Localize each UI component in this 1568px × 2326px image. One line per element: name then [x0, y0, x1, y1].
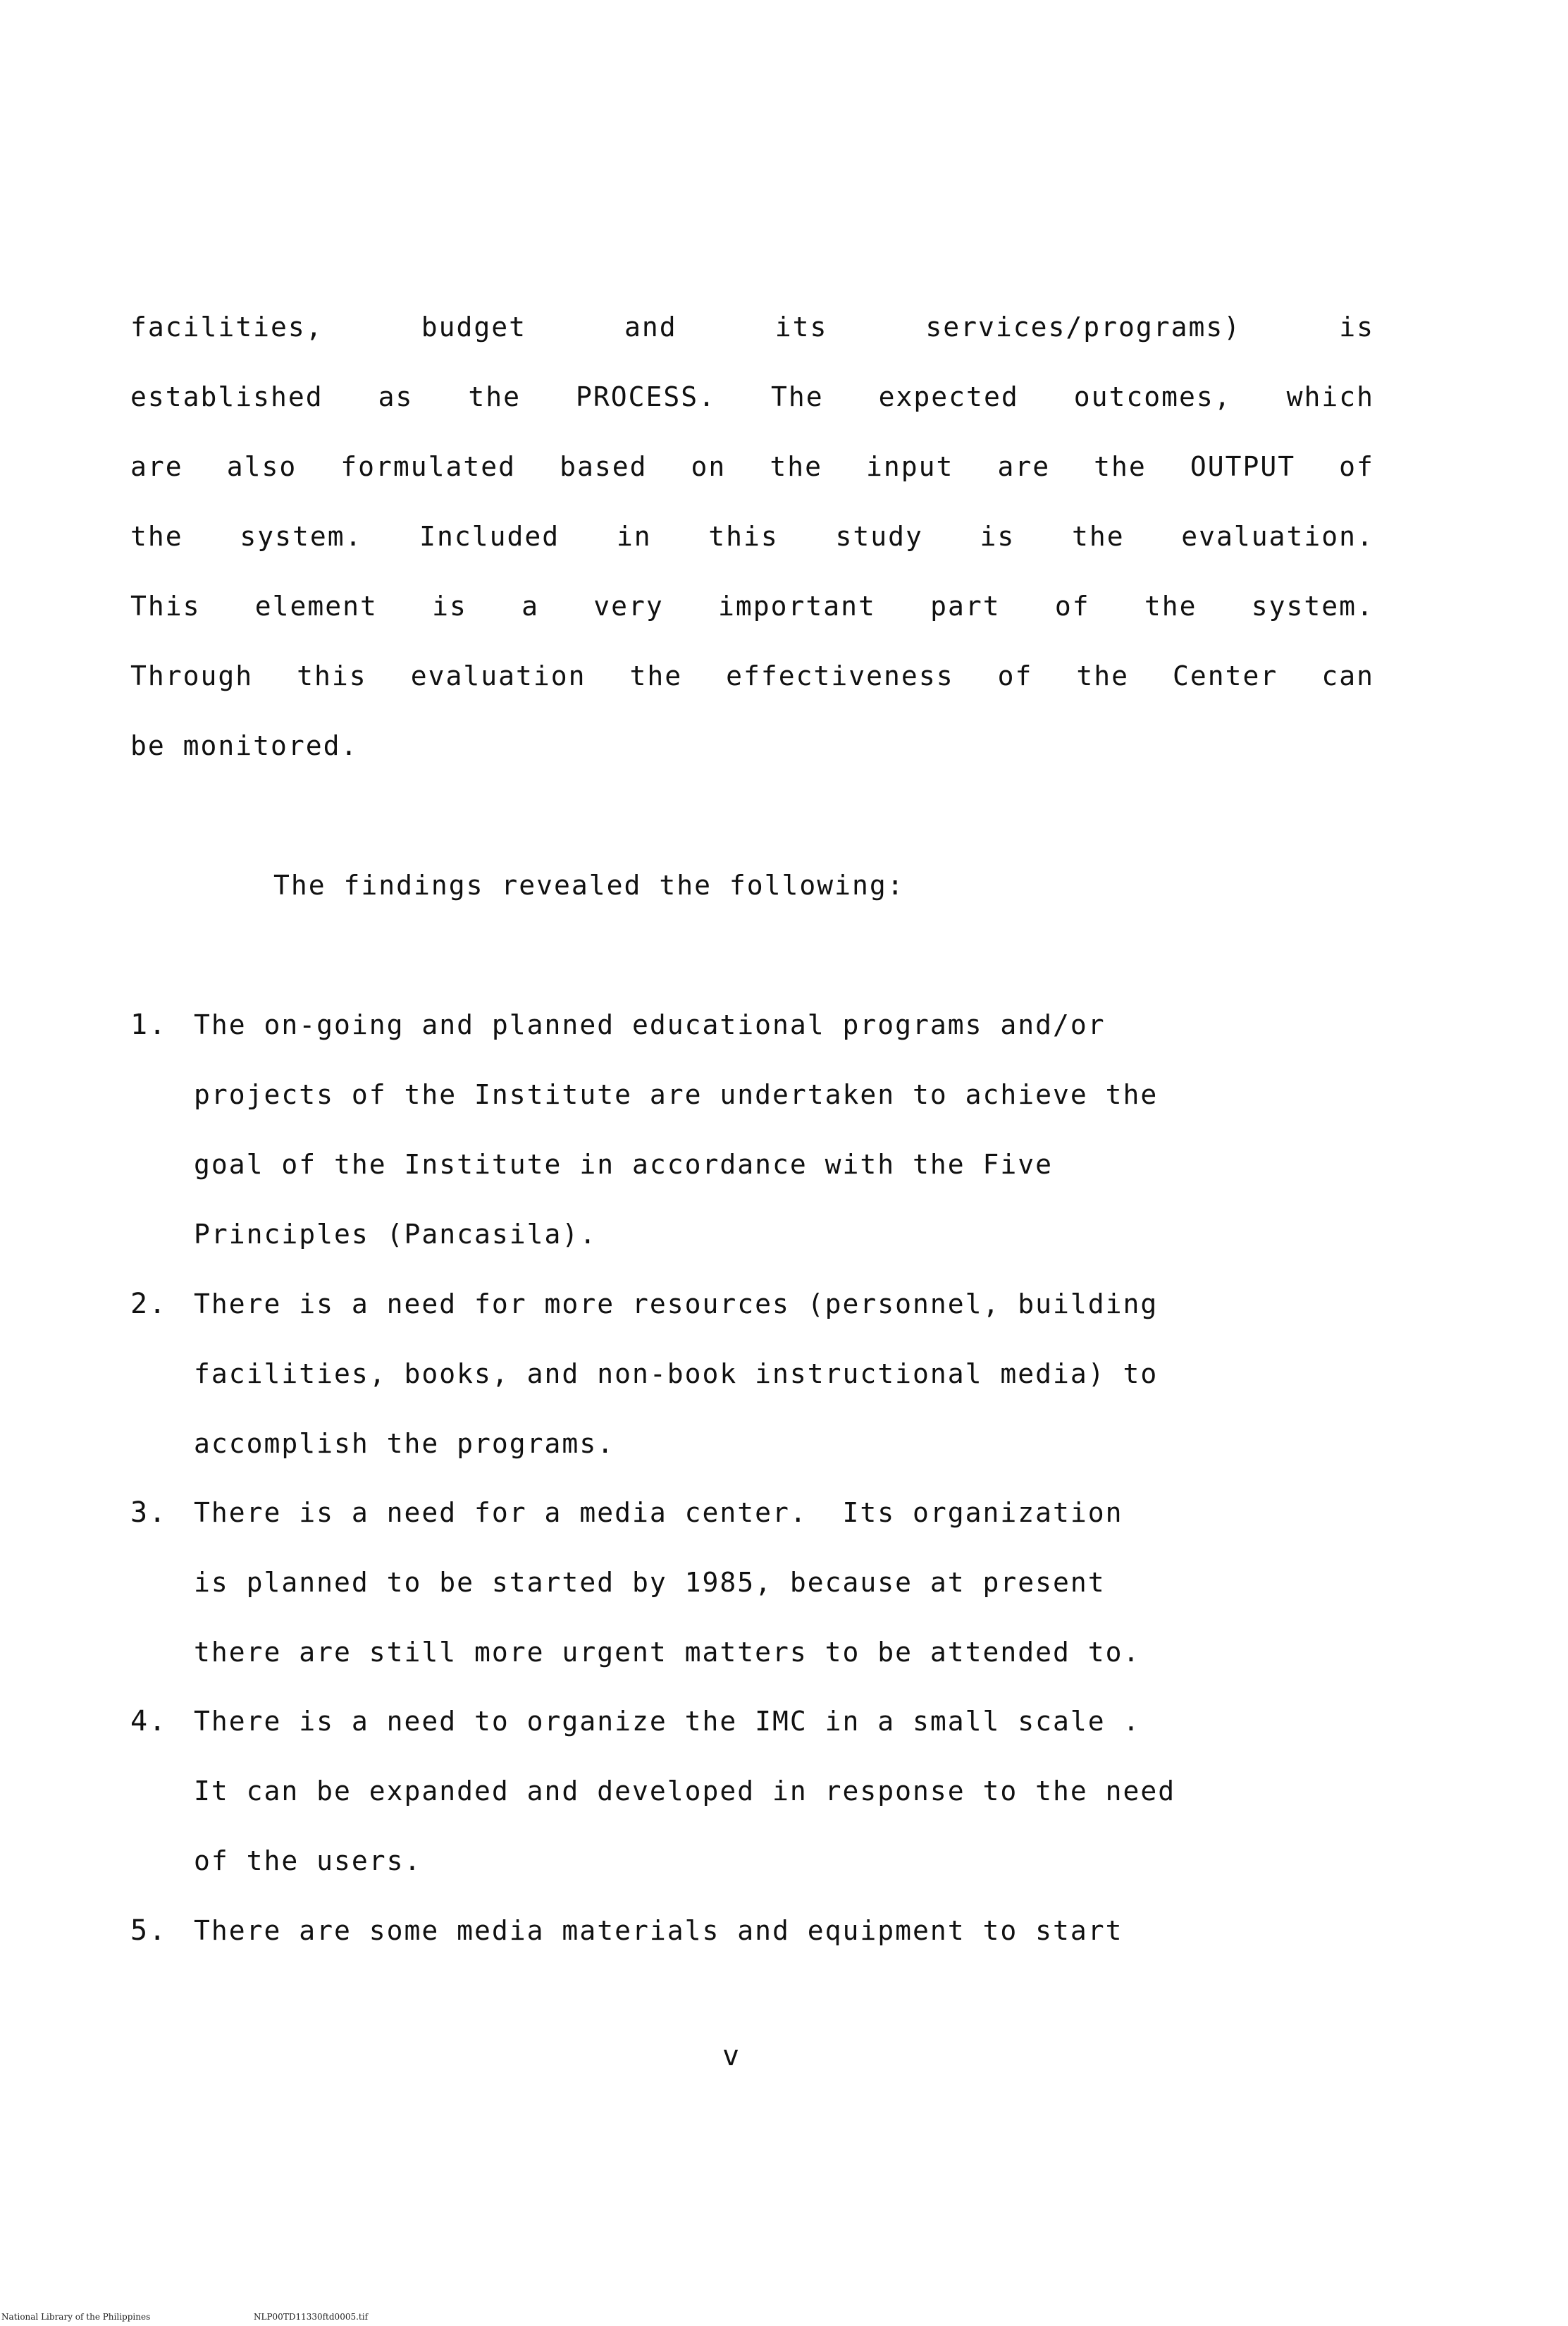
finding-line: goal of the Institute in accordance with the Five — [194, 1149, 1054, 1180]
intro-word: are — [997, 451, 1051, 482]
intro-word: established — [130, 381, 323, 412]
intro-word: effectiveness — [726, 660, 954, 691]
intro-word: the — [130, 521, 183, 552]
finding-line: facilities, books, and non-book instructional media) to — [194, 1358, 1159, 1389]
intro-line-5 — [130, 589, 1374, 623]
intro-word: Center — [1173, 660, 1278, 691]
intro-word: the — [468, 381, 521, 412]
finding-number: 1. — [130, 1009, 168, 1041]
intro-word: the — [1076, 660, 1130, 691]
finding-number: 5. — [130, 1914, 168, 1947]
finding-line: is planned to be started by 1985, because at present — [194, 1567, 1106, 1598]
finding-line: of the users. — [194, 1845, 422, 1876]
intro-word: very — [593, 591, 664, 622]
footer-library: National Library of the Philippines — [1, 2312, 151, 2322]
intro-word: part — [930, 591, 1001, 622]
intro-word: of — [997, 660, 1033, 691]
intro-word: also — [226, 451, 297, 482]
page-number: v — [722, 2040, 740, 2072]
intro-word: of — [1054, 591, 1090, 622]
intro-word: as — [378, 381, 414, 412]
finding-line: It can be expanded and developed in response to the need — [194, 1776, 1176, 1807]
intro-word: its — [774, 312, 828, 343]
findings-heading: The findings revealed the following: — [273, 870, 905, 901]
intro-word: the — [629, 660, 683, 691]
intro-line-1 — [130, 310, 1374, 344]
footer-file: NLP00TD11330ftd0005.tif — [254, 2312, 369, 2322]
intro-line-2 — [130, 380, 1374, 414]
intro-word: PROCESS. — [576, 381, 717, 412]
intro-word: evaluation. — [1181, 521, 1374, 552]
finding-line: there are still more urgent matters to be attended to. — [194, 1637, 1141, 1668]
intro-word: outcomes, — [1073, 381, 1232, 412]
intro-word: the — [1144, 591, 1197, 622]
finding-line: There is a need for more resources (personnel, building — [194, 1288, 1159, 1319]
finding-line: There are some media materials and equipment to start — [194, 1915, 1123, 1946]
intro-word: expected — [878, 381, 1019, 412]
intro-word: services/programs) — [925, 312, 1242, 343]
intro-word: the — [1071, 521, 1125, 552]
finding-number: 2. — [130, 1288, 168, 1320]
intro-word: Included — [419, 521, 560, 552]
intro-word: evaluation — [410, 660, 586, 691]
intro-word: important — [718, 591, 876, 622]
intro-word: input — [866, 451, 954, 482]
intro-word: in — [616, 521, 652, 552]
finding-number: 4. — [130, 1705, 168, 1737]
intro-word: a — [521, 591, 540, 622]
intro-word: the — [1094, 451, 1147, 482]
intro-word: Through — [130, 660, 254, 691]
intro-word: of — [1339, 451, 1374, 482]
intro-word: formulated — [340, 451, 517, 482]
intro-word: this — [708, 521, 779, 552]
finding-line: The on-going and planned educational programs and/or — [194, 1009, 1106, 1040]
intro-line-6 — [130, 659, 1374, 693]
finding-line: There is a need for a media center. Its organization — [194, 1497, 1123, 1528]
intro-word: element — [254, 591, 378, 622]
intro-word: is — [432, 591, 467, 622]
intro-word: which — [1286, 381, 1374, 412]
intro-word: facilities, — [130, 312, 323, 343]
finding-line: There is a need to organize the IMC in a small scale . — [194, 1706, 1141, 1737]
intro-word: system. — [240, 521, 363, 552]
finding-number: 3. — [130, 1496, 168, 1529]
intro-word: based — [560, 451, 648, 482]
intro-word: This — [130, 591, 201, 622]
intro-word: system. — [1251, 591, 1374, 622]
intro-word: study — [835, 521, 923, 552]
intro-word: and — [624, 312, 677, 343]
intro-line-3 — [130, 450, 1374, 484]
intro-word: this — [297, 660, 367, 691]
intro-word: budget — [421, 312, 526, 343]
finding-line: Principles (Pancasila). — [194, 1219, 598, 1250]
finding-line: accomplish the programs. — [194, 1428, 615, 1459]
intro-word: is — [980, 521, 1016, 552]
intro-word: OUTPUT — [1190, 451, 1296, 482]
intro-word: The — [771, 381, 824, 412]
intro-word: can — [1321, 660, 1374, 691]
intro-word: the — [770, 451, 822, 482]
intro-word: on — [691, 451, 727, 482]
finding-line: projects of the Institute are undertaken to achieve the — [194, 1079, 1159, 1110]
intro-word: is — [1339, 312, 1374, 343]
intro-last-line: be monitored. — [130, 730, 359, 761]
intro-word: are — [130, 451, 183, 482]
intro-line-4 — [130, 519, 1374, 553]
